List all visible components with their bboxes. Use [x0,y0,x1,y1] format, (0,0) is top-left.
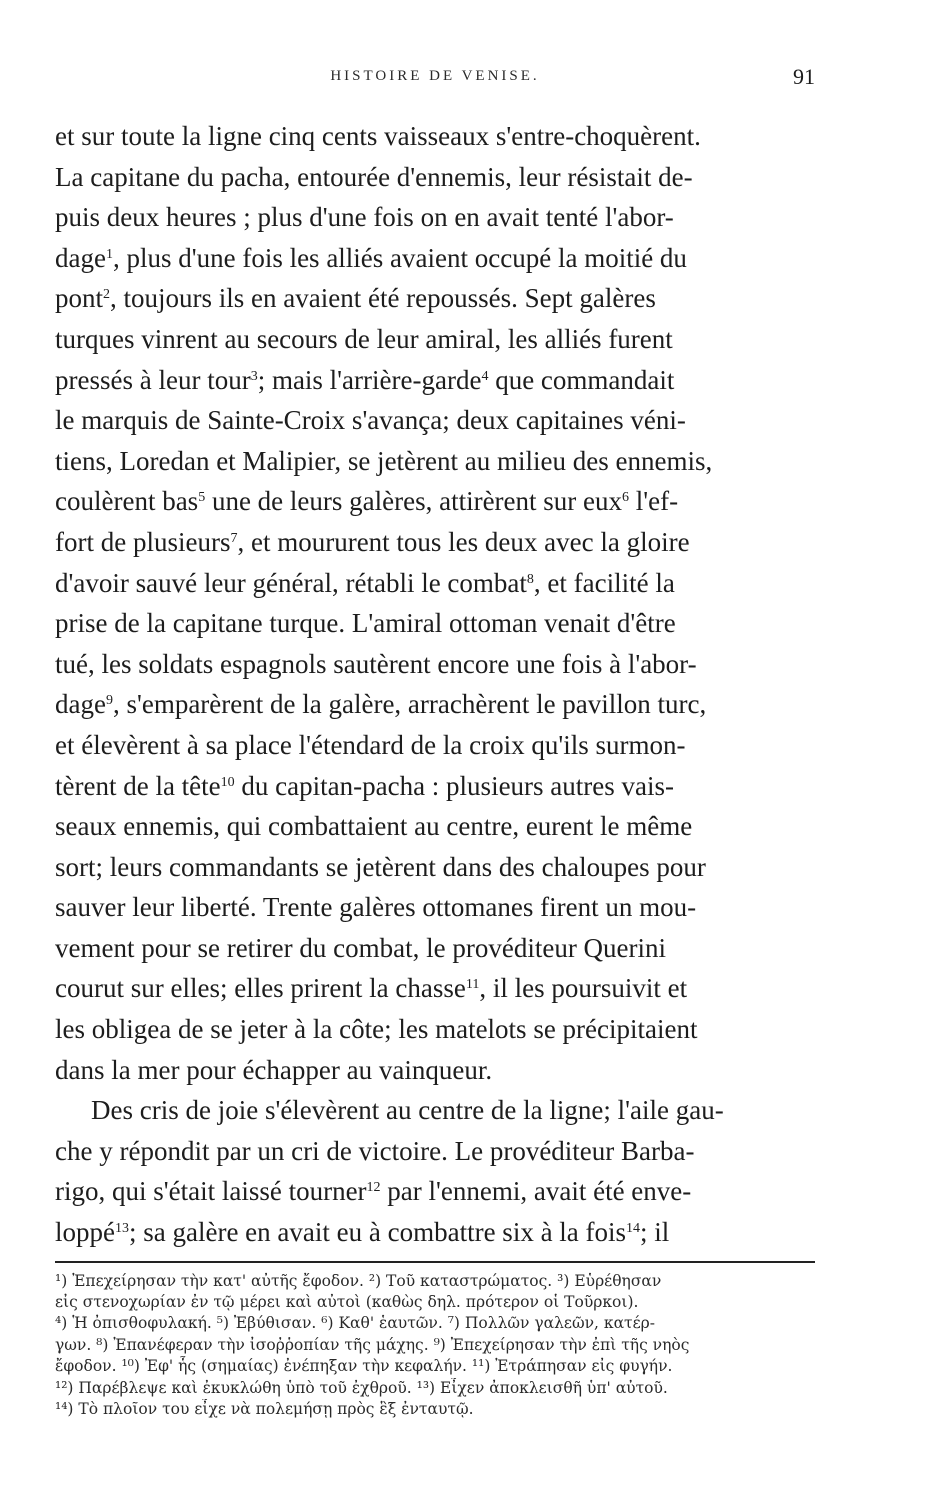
text-run: le marquis de Sainte-Croix s'avança; deux capitaines véni- [55,405,686,436]
text-run: che y répondit par un cri de victoire. Le provéditeur Barba- [55,1135,695,1166]
text-line [55,968,815,1009]
text-line [55,725,815,766]
text-run: seaux ennemis, qui combattaient au centre, eurent le même [55,811,693,842]
text-run: d'avoir sauvé leur général, rétabli le combat [55,567,527,598]
text-line [55,441,815,482]
footnote-line: ἔφοδον. ¹⁰) Ἐφ' ἧς (σημαίας) ἐνέπηξαν τὴν κεφαλήν. ¹¹) Ἐτράπησαν εἰς φυγήν. [55,1357,673,1376]
text-run: que commandait [488,364,675,395]
text-run: et sur toute la ligne cinq cents vaisseaux s'entre-choquèrent. [55,121,701,151]
page-header [55,62,815,102]
text-run: , et facilité la [533,567,675,598]
text-line [55,766,815,807]
footnote-line: ¹⁴) Τὸ πλοῖον του εἶχε νὰ πολεμήσῃ πρὸς ἓξ ἐνταυτῷ. [55,1400,474,1419]
text-run: par l'ennemi, avait été enve- [380,1176,692,1207]
text-run: pressés à leur tour [55,364,251,395]
text-run: une de leurs galères, attirèrent sur eux [205,486,623,517]
footnote-ref: 9 [105,693,113,709]
text-line [55,1131,815,1172]
text-run: ; mais l'arrière-garde [257,364,482,395]
text-line [55,644,815,685]
footnote-line: ¹²) Παρέβλεψε καὶ ἐκυκλώθη ὑπὸ τοῦ ἐχθροῦ. ¹³) Εἶχεν ἀποκλεισθῆ ὑπ' αὐτοῦ. [55,1378,668,1397]
text-run: dage [55,689,106,720]
text-run: , plus d'une fois les alliés avaient occupé la moitié du [112,242,687,273]
footnote-ref: 6 [622,490,630,506]
text-line [55,1090,815,1131]
text-line [55,197,815,238]
footnote-ref: 7 [230,530,238,546]
text-run: tué, les soldats espagnols sautèrent encore une fois à l'abor- [55,648,697,679]
text-run: Des cris de joie s'élevèrent au centre de la ligne; l'aile gau- [91,1095,724,1126]
text-run: les obligea de se jeter à la côte; les matelots se précipitaient [55,1014,698,1045]
footnote-ref: 1 [105,246,113,262]
text-run: pont [55,283,104,314]
text-line [55,116,815,157]
text-line [55,928,815,969]
text-run: ; sa galère en avait eu à combattre six à la fois [129,1217,627,1248]
text-run: courut sur elles; elles prirent la chasse [55,973,466,1004]
text-run: sort; leurs commandants se jetèrent dans des chaloupes pour [55,851,706,882]
text-line [55,1171,815,1212]
footnote-ref: 2 [103,287,111,303]
footnote-ref: 14 [626,1221,641,1237]
text-run: prise de la capitane turque. L'amiral ottoman venait d'être [55,608,676,639]
footnote-line: ⁴) Ἡ ὀπισθοφυλακή. ⁵) Ἐβύθισαν. ⁶) Καθ' ἑαυτῶν. ⁷) Πολλῶν γαλεῶν, κατέρ- [55,1314,655,1333]
text-line [55,806,815,847]
text-line [55,278,815,319]
text-line [55,157,815,198]
text-line [55,400,815,441]
text-run: , et moururent tous les deux avec la gloire [237,526,690,557]
text-run: dans la mer pour échapper au vainqueur. [55,1054,493,1085]
text-run: et élevèrent à sa place l'étendard de la croix qu'ils surmon- [55,729,686,760]
text-run: loppé [55,1217,115,1248]
footnote-rule [55,1261,815,1263]
running-title: HISTOIRE DE VENISE. [330,68,540,84]
text-run: rigo, qui s'était laissé tourner [55,1176,367,1207]
text-line [55,847,815,888]
footnote-ref: 3 [250,368,258,384]
text-run: ; il [640,1217,670,1248]
book-page [55,62,815,1482]
footnote-ref: 13 [115,1221,129,1237]
text-line [55,563,815,604]
text-run: dage [55,242,106,273]
footnotes [55,1271,815,1421]
text-line [55,319,815,360]
footnote-ref: 12 [366,1180,381,1196]
text-run: l'ef- [629,486,679,517]
text-line [55,887,815,928]
footnote-line: ¹) Ἐπεχείρησαν τὴν κατ' αὐτῆς ἔφοδον. ²) Τοῦ καταστρώματος. ³) Εὑρέθησαν [55,1271,662,1290]
text-run: turques vinrent au secours de leur amiral, les alliés furent [55,323,673,354]
text-line [55,481,815,522]
text-line [55,238,815,279]
text-run: sauver leur liberté. Trente galères ottomanes firent un mou- [55,892,697,923]
text-line [55,1212,815,1253]
footnote-line: εἰς στενοχωρίαν ἐν τῷ μέρει καὶ αὐτοὶ (καθὼς δηλ. πρότερον οἱ Τοῦρκοι). [55,1293,639,1312]
text-run: , s'emparèrent de la galère, arrachèrent le pavillon turc, [112,689,707,720]
text-run: tiens, Loredan et Malipier, se jetèrent au milieu des ennemis, [55,445,713,476]
text-run: coulèrent bas [55,486,199,517]
footnote-ref: 4 [481,368,489,384]
text-run: , toujours ils en avaient été repoussés. Sept galères [110,283,656,314]
text-run: fort de plusieurs [55,526,231,557]
text-line [55,1009,815,1050]
footnote-ref: 10 [220,774,235,790]
text-line [55,1050,815,1091]
text-run: , il les poursuivit et [479,973,688,1004]
page-number: 91 [793,64,815,89]
footnote-ref: 11 [465,977,480,993]
text-line [55,684,815,725]
text-line [55,522,815,563]
footnote-line: γων. ⁸) Ἐπανέφεραν τὴν ἰσοῤῥοπίαν τῆς μάχης. ⁹) Ἐπεχείρησαν τὴν ἐπὶ τῆς νηὸς [55,1335,690,1354]
text-run: La capitane du pacha, entourée d'ennemis, leur résistait de- [55,161,693,192]
text-run: puis deux heures ; plus d'une fois on en avait tenté l'abor- [55,202,674,233]
text-run: tèrent de la tête [55,770,221,801]
main-text [55,116,815,1253]
footnote-ref: 8 [526,571,534,587]
text-line [55,603,815,644]
text-line [55,360,815,401]
text-run: vement pour se retirer du combat, le provéditeur Querini [55,932,667,963]
text-run: du capitan-pacha : plusieurs autres vais- [234,770,674,801]
footnote-ref: 5 [198,490,206,506]
